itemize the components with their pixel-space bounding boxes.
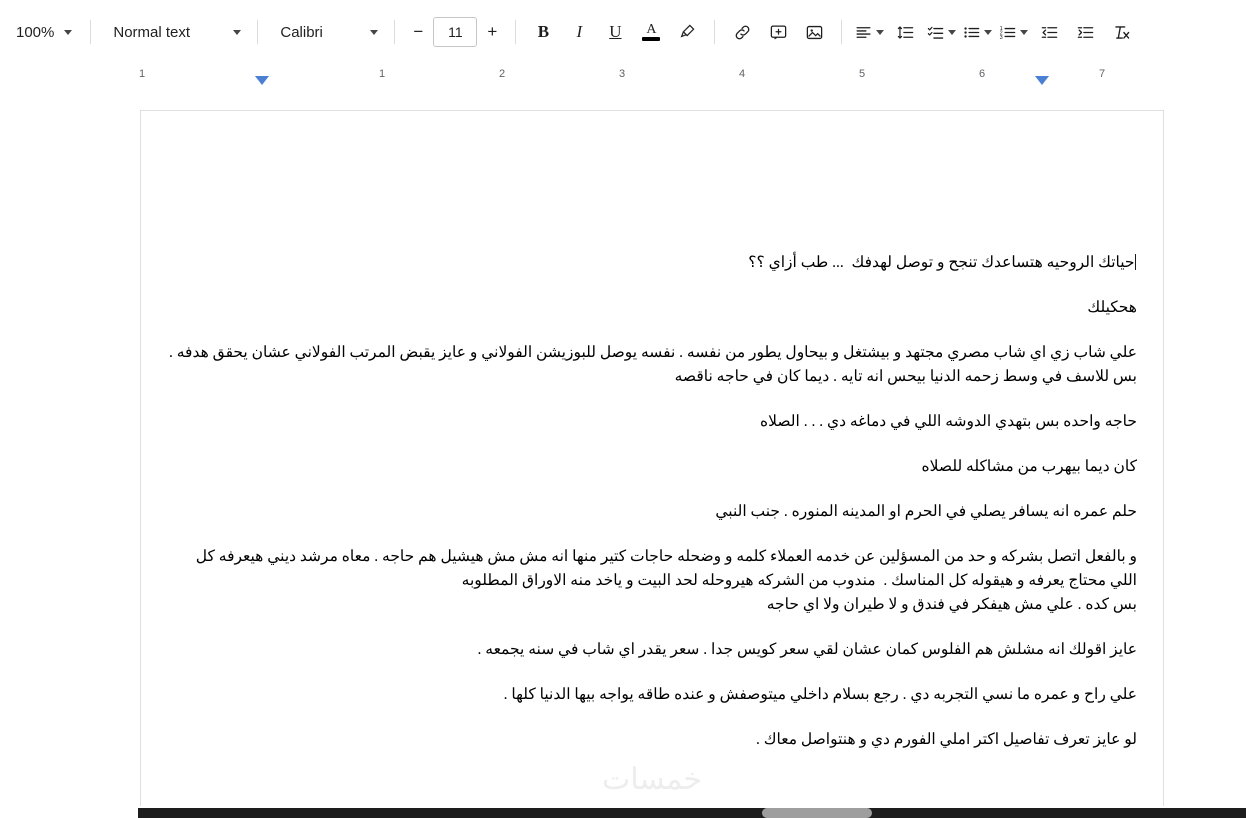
numbered-list-button[interactable]: [996, 15, 1030, 49]
bulleted-list-icon: [962, 23, 981, 42]
document-text-area[interactable]: [141, 111, 1163, 752]
toolbar-divider: [714, 20, 715, 44]
ruler-number: 6: [978, 68, 986, 80]
line-spacing-button[interactable]: [888, 15, 922, 49]
increase-indent-icon: [1076, 23, 1095, 42]
paragraph[interactable]: كان ديما بيهرب من مشاكله للصلاه: [921, 458, 1137, 476]
paragraph[interactable]: بس كده . علي مش هيفكر في فندق و لا طيران ولا اي حاجه: [766, 596, 1137, 614]
chevron-down-icon: [64, 30, 72, 35]
paragraph[interactable]: و بالفعل اتصل بشركه و حد من المسؤلين عن خدمه العملاء كلمه و وضحله حاجات كتير منها انه مش مش هيشيل هم حاجه . معاه مرشد ديني هيعرفه كل اللي محتاج يعرفه و هيقوله كل المناسك . مندوب من الشركه هيروحله لحد البيت و ياخد منه الاوراق المطلوبه: [191, 548, 1137, 590]
ruler-number: 5: [858, 68, 866, 80]
insert-image-button[interactable]: [797, 15, 831, 49]
font-family-selector[interactable]: [268, 15, 384, 49]
decrease-indent-button[interactable]: [1032, 15, 1066, 49]
underline-button[interactable]: U: [609, 22, 622, 41]
paragraph-text: حياتك الروحيه هتساعدك تنجح و توصل لهدفك ... طب أزاي ؟؟: [748, 254, 1135, 271]
paragraph-style-value: Normal text: [113, 23, 191, 41]
chevron-down-icon: [370, 30, 378, 35]
document-page[interactable]: [140, 110, 1164, 810]
svg-text:3: 3: [999, 34, 1004, 41]
toolbar-divider: [515, 20, 516, 44]
increase-indent-button[interactable]: [1068, 15, 1102, 49]
insert-link-button[interactable]: [725, 15, 759, 49]
clear-formatting-button[interactable]: [1104, 15, 1138, 49]
horizontal-scrollbar-track[interactable]: [138, 808, 1246, 818]
ruler-track: [0, 64, 1246, 90]
font-size-input[interactable]: [433, 17, 477, 47]
text-color-button[interactable]: [634, 15, 668, 49]
bottom-bar: [0, 806, 1246, 818]
left-indent-marker[interactable]: [255, 76, 269, 85]
increase-font-size-button[interactable]: +: [487, 22, 498, 41]
paragraph[interactable]: [167, 251, 1137, 275]
watermark: خمسات: [601, 763, 703, 796]
bulleted-list-button[interactable]: [960, 15, 994, 49]
right-indent-marker[interactable]: [1035, 76, 1049, 85]
align-button[interactable]: [852, 15, 886, 49]
decrease-indent-icon: [1040, 23, 1059, 42]
add-comment-button[interactable]: [761, 15, 795, 49]
text-cursor: [1135, 254, 1137, 270]
zoom-selector[interactable]: [6, 15, 80, 49]
svg-text:1: 1: [999, 25, 1004, 32]
horizontal-scrollbar-thumb[interactable]: [762, 808, 872, 818]
chevron-down-icon: [1020, 30, 1028, 35]
checklist-icon: [926, 23, 945, 42]
highlighter-icon: [678, 23, 696, 41]
decrease-font-size-button[interactable]: −: [413, 22, 424, 41]
bold-button[interactable]: B: [537, 22, 550, 41]
line-spacing-icon: [896, 23, 915, 42]
add-comment-icon: [769, 23, 788, 42]
clear-formatting-icon: [1112, 23, 1131, 42]
paragraph[interactable]: حاجه واحده بس بتهدي الدوشه اللي في دماغه دي . . . الصلاه: [759, 413, 1137, 431]
toolbar-divider: [394, 20, 395, 44]
italic-button[interactable]: I: [576, 22, 583, 41]
font-family-value: Calibri: [280, 23, 323, 41]
paragraph[interactable]: لو عايز تعرف تفاصيل اكتر املي الفورم دي و هنتواصل معاك .: [755, 731, 1137, 749]
ruler-number: 1: [378, 68, 386, 80]
insert-link-icon: [733, 23, 752, 42]
ruler-number: 2: [498, 68, 506, 80]
ruler-number: 1: [138, 68, 146, 80]
toolbar-divider: [841, 20, 842, 44]
numbered-list-icon: [998, 23, 1017, 42]
paragraph-style-selector[interactable]: [101, 15, 247, 49]
insert-image-icon: [805, 23, 824, 42]
ruler-number: 4: [738, 68, 746, 80]
ruler-baseline: [0, 89, 1246, 90]
text-color-swatch: [642, 37, 660, 41]
toolbar-divider: [257, 20, 258, 44]
horizontal-ruler[interactable]: [0, 64, 1246, 90]
chevron-down-icon: [876, 30, 884, 35]
ruler-number: 7: [1098, 68, 1106, 80]
document-canvas[interactable]: [0, 98, 1246, 818]
chevron-down-icon: [984, 30, 992, 35]
zoom-value: 100%: [16, 23, 55, 41]
paragraph[interactable]: علي شاب زي اي شاب مصري مجتهد و بيشتغل و بيحاول يطور من نفسه . نفسه يوصل للبوزيشن الفولاني و عايز يقبض المرتب الفولاني عشان يحقق هدفه . بس للاسف في وسط زحمه الدنيا بيحس انه تايه . ديما كان في حاجه ناقصه: [165, 344, 1137, 386]
font-size-stepper: [405, 17, 505, 47]
toolbar-divider: [90, 20, 91, 44]
highlight-color-button[interactable]: [670, 15, 704, 49]
chevron-down-icon: [948, 30, 956, 35]
text-color-letter: A: [646, 21, 657, 37]
checklist-button[interactable]: [924, 15, 958, 49]
chevron-down-icon: [233, 30, 241, 35]
ruler-number: 3: [618, 68, 626, 80]
paragraph[interactable]: حلم عمره انه يسافر يصلي في الحرم او المدينه المنوره . جنب النبي: [715, 503, 1137, 521]
paragraph[interactable]: هحكيلك: [1087, 299, 1137, 317]
paragraph[interactable]: علي راح و عمره ما نسي التجربه دي . رجع بسلام داخلي ميتوصفش و عنده طاقه يواجه بيها الدنيا كلها .: [503, 686, 1137, 704]
svg-text:2: 2: [999, 29, 1004, 36]
paragraph[interactable]: عايز اقولك انه مشلش هم الفلوس كمان عشان لقي سعر كويس جدا . سعر يقدر اي شاب في سنه يجمعه .: [477, 641, 1137, 659]
align-left-icon: [854, 23, 873, 42]
toolbar: [0, 0, 1246, 64]
